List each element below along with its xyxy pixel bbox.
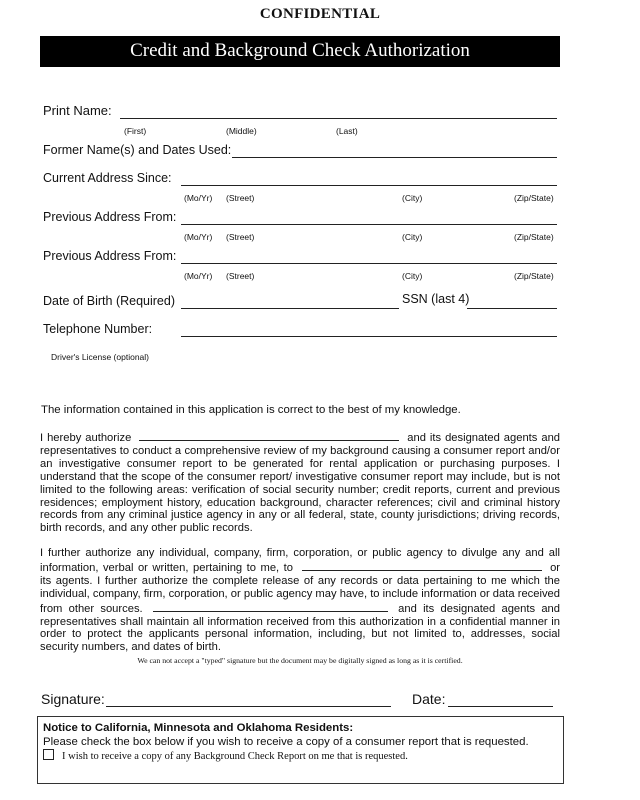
first-name-caption: (First) (124, 126, 147, 136)
ssn-field[interactable] (467, 308, 557, 309)
further-part-1: I further authorize any individual, company, firm, corporation, or public agency to divulge any and all information, verbal or written, pertaining to me, to (40, 547, 560, 574)
form-title: Credit and Background Check Authorization (130, 40, 470, 61)
city-caption: (City) (402, 232, 423, 242)
ssn-label: SSN (last 4) (402, 292, 470, 306)
current-address-label: Current Address Since: (43, 171, 172, 185)
signature-field[interactable] (106, 706, 391, 707)
authorize-body: representatives to conduct a comprehensive review of my background causing a consumer report and/or an investigative consumer report to be generated for rental application or purchasing purposes. I understand that the scope of the consumer report/ investigative consumer report may include, but is not limited to the following areas: verification of social security number; credit reports, current and previous residences; employment history, education background, character references; civil and criminal history records from any criminal justice agency in any or all federal, state, county jurisdictions; driving records, birth records, and any other public records. (40, 444, 560, 535)
confidential-heading: CONFIDENTIAL (259, 6, 381, 22)
previous-address-2-field[interactable] (181, 263, 557, 264)
former-names-field[interactable] (232, 157, 557, 158)
previous-address-1-label: Previous Address From: (43, 210, 177, 224)
date-label: Date: (412, 691, 446, 707)
typed-signature-note: We can not accept a "typed" signature but the document may be digitally signed as long as it is certified. (137, 656, 463, 665)
further-part-3: and its designated agents and representatives shall maintain all information received from this authorization in a confidential manner in order to protect the applicants personal information, including, but not limited to, addresses, social security numbers, and dates of birth. (40, 602, 560, 654)
street-caption: (Street) (226, 271, 255, 281)
mo-yr-caption: (Mo/Yr) (184, 271, 213, 281)
previous-address-1-field[interactable] (181, 224, 557, 225)
authorize-prefix: I hereby authorize (40, 432, 132, 444)
street-caption: (Street) (226, 193, 255, 203)
notice-body: Please check the box below if you wish to receive a copy of a consumer report that is requested. (43, 736, 529, 748)
further-part-2: or its agents. I further authorize the complete release of any records or data pertaining to me which the individual, company, firm, corporation, or public agency may have, to include information or data received from other sources. (40, 561, 561, 615)
zip-state-caption: (Zip/State) (514, 271, 554, 281)
further-authorization-paragraph (40, 547, 560, 654)
city-caption: (City) (402, 193, 423, 203)
authorized-party-field[interactable] (139, 430, 399, 441)
telephone-label: Telephone Number: (43, 322, 153, 336)
middle-name-caption: (Middle) (226, 126, 257, 136)
recipient-field-2[interactable] (153, 601, 388, 612)
copy-request-row (43, 749, 408, 762)
notice-box (37, 716, 564, 784)
mo-yr-caption: (Mo/Yr) (184, 232, 213, 242)
recipient-field[interactable] (302, 560, 542, 571)
print-name-field[interactable] (120, 118, 557, 119)
authorization-paragraph (40, 430, 560, 535)
street-caption: (Street) (226, 232, 255, 242)
copy-request-checkbox[interactable] (43, 749, 54, 760)
zip-state-caption: (Zip/State) (514, 232, 554, 242)
drivers-license-label: Driver's License (optional) (51, 352, 149, 362)
previous-address-2-label: Previous Address From: (43, 249, 177, 263)
zip-state-caption: (Zip/State) (514, 193, 554, 203)
dob-label: Date of Birth (Required) (43, 294, 176, 308)
city-caption: (City) (402, 271, 423, 281)
signature-label: Signature: (41, 691, 105, 707)
last-name-caption: (Last) (336, 126, 358, 136)
date-field[interactable] (448, 706, 553, 707)
dob-field[interactable] (181, 308, 399, 309)
title-banner (40, 36, 560, 67)
copy-request-label: I wish to receive a copy of any Background Check Report on me that is requested. (62, 751, 408, 762)
authorize-suffix: and its designated agents and (407, 432, 561, 444)
telephone-field[interactable] (181, 336, 557, 337)
current-address-field[interactable] (181, 185, 557, 186)
print-name-label: Print Name: (43, 103, 112, 118)
former-names-label: Former Name(s) and Dates Used: (43, 143, 232, 157)
mo-yr-caption: (Mo/Yr) (184, 193, 213, 203)
notice-title: Notice to California, Minnesota and Oklahoma Residents: (43, 722, 354, 734)
correct-statement: The information contained in this application is correct to the best of my knowledge. (41, 404, 461, 416)
